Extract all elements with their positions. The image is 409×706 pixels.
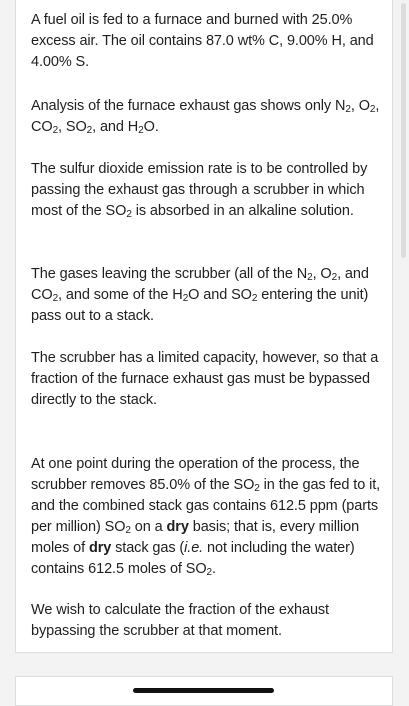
subscript: 2 [206, 567, 212, 578]
subscript: 2 [331, 272, 338, 283]
paragraph-bypass: The scrubber has a limited capacity, however, so that a fraction of the furnace exhaust gas must be bypassed directly to the stack. [31, 350, 379, 408]
text: in the gas fed to it, and the combined stack gas contains 612.5 ppm (parts per million) SO [31, 477, 381, 535]
emphasis-ie: i.e. [184, 540, 204, 556]
subscript: 2 [52, 293, 59, 304]
paragraph-exhaust-analysis [31, 96, 383, 138]
home-indicator[interactable] [133, 688, 274, 693]
subscript: 2 [254, 483, 260, 494]
text: entering the unit) pass out to a stack. [31, 287, 369, 324]
paragraph-scrubber-outlet [31, 264, 383, 327]
text: , and CO [31, 266, 369, 303]
subscript: 2 [125, 525, 131, 536]
text: Analysis of the furnace exhaust gas shows only N [31, 98, 346, 114]
subscript: 2 [52, 125, 59, 136]
text: . [212, 561, 216, 577]
subscript: 2 [251, 293, 258, 304]
text: , CO [31, 98, 380, 135]
text: , and H [92, 119, 139, 135]
subscript: 2 [345, 104, 351, 115]
text: basis; that is, every million moles of [31, 519, 360, 556]
text: O and SO [188, 287, 252, 303]
text: The gases leaving the scrubber (all of the N [31, 266, 308, 282]
text: is absorbed in an alkaline solution. [131, 203, 354, 219]
subscript: 2 [307, 272, 313, 283]
text: , O [312, 266, 332, 282]
subscript: 2 [126, 209, 132, 220]
paragraph-goal: We wish to calculate the fraction of the exhaust bypassing the scrubber at that moment. [31, 602, 329, 639]
emphasis-dry: dry [88, 540, 112, 556]
emphasis-dry: dry [166, 519, 189, 535]
text: O. [143, 119, 159, 135]
subscript: 2 [138, 125, 144, 136]
paragraph-scrubber-description [31, 159, 383, 222]
question-card [15, 0, 393, 653]
text: stack gas ( [111, 540, 185, 556]
text: The sulfur dioxide emission rate is to be controlled by passing the exhaust gas through a scrubber in which most of the SO [31, 161, 368, 219]
text: , O [350, 98, 370, 114]
paragraph-operating-point [31, 454, 383, 580]
text: , and some of the H [58, 287, 183, 303]
paragraph-fuel-composition: A fuel oil is fed to a furnace and burned with 25.0% excess air. The oil contains 87.0 wt% C, 9.00% H, and 4.00% S. [31, 12, 374, 70]
text: , SO [58, 119, 87, 135]
text: not including the water) contains 612.5 moles of SO [31, 540, 355, 577]
text: At one point during the operation of the process, the scrubber removes 85.0% of the SO [31, 456, 360, 493]
subscript: 2 [86, 125, 93, 136]
text: on a [130, 519, 167, 535]
scrollbar[interactable] [401, 3, 406, 258]
subscript: 2 [182, 293, 189, 304]
subscript: 2 [369, 104, 376, 115]
